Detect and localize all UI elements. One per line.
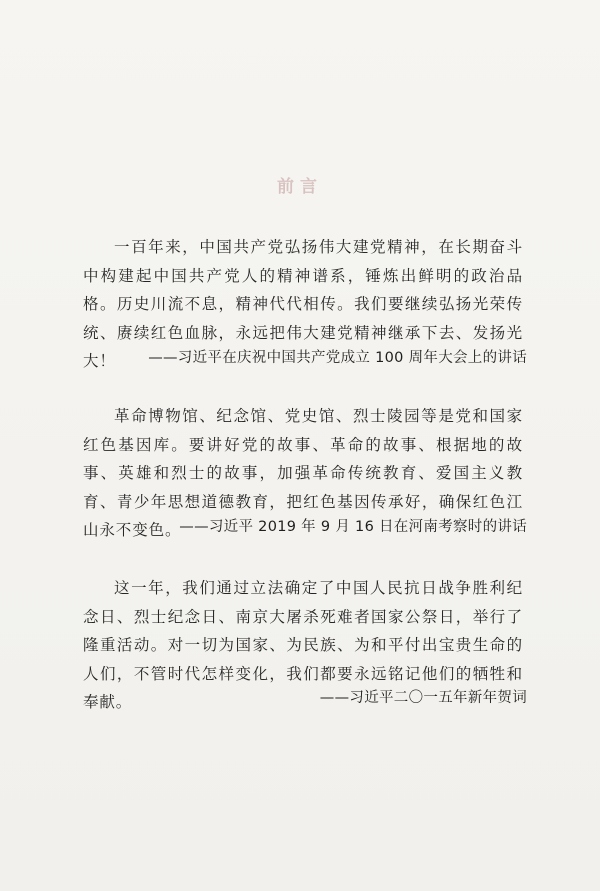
quote-source-2: ——习近平 2019 年 9 月 16 日在河南考察时的讲话 <box>179 519 527 535</box>
quote-text: 革命博物馆、纪念馆、党史馆、烈士陵园等是党和国家红色基因库。要讲好党的故事、革命的故事、根据地的故事、英雄和烈士的故事，加强革命传统教育、爱国主义教育、青少年思想道德教育，把红色基因传承好，确保红色江山永不变色。 <box>83 407 523 539</box>
quote-text: 一百年来，中国共产党弘扬伟大建党精神，在长期奋斗中构建起中国共产党人的精神谱系，锤炼出鲜明的政治品格。历史川流不息，精神代代相传。我们要继续弘扬光荣传统、赓续红色血脉，永远把伟大建党精神继承下去、发扬光大！ <box>83 238 523 370</box>
quote-source-1: ——习近平在庆祝中国共产党成立 100 周年大会上的讲话 <box>148 350 527 366</box>
quote-text: 这一年，我们通过立法确定了中国人民抗日战争胜利纪念日、烈士纪念日、南京大屠杀死难者国家公祭日，举行了隆重活动。对一切为国家、为民族、为和平付出宝贵生命的人们，不管时代怎样变化，我们都要永远铭记他们的牺牲和奉献。 <box>83 579 523 711</box>
page-heading: 前言 <box>277 177 323 197</box>
quote-source-3: ——习近平二〇一五年新年贺词 <box>319 690 527 706</box>
